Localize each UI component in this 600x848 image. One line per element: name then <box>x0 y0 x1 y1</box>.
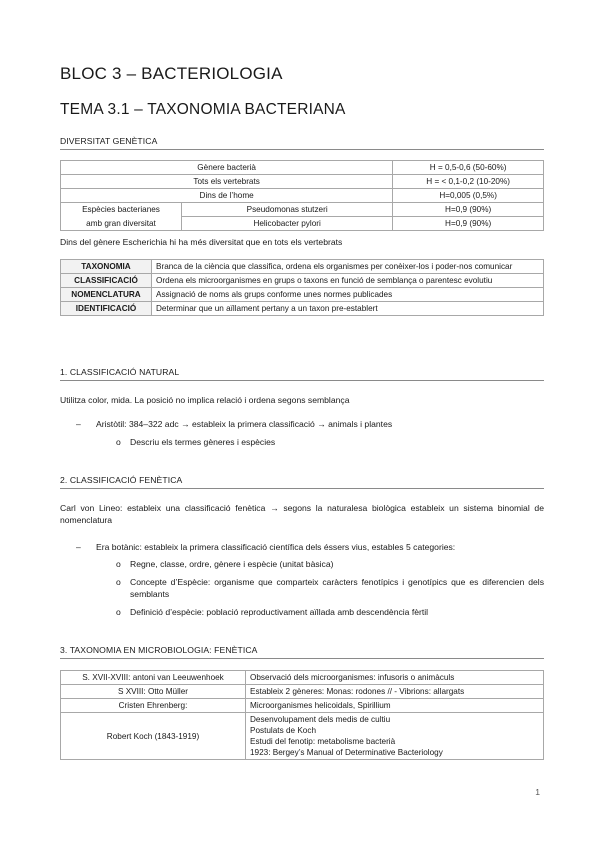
table-cell: Tots els vertebrats <box>61 175 393 189</box>
table-row <box>61 274 544 288</box>
fenetica-sub: Regne, classe, ordre, gènere i espècie (unitat bàsica) <box>130 559 334 569</box>
table-row <box>61 217 544 231</box>
section-heading-diversitat: DIVERSITAT GENÈTICA <box>60 136 544 150</box>
circle-bullet: o <box>116 437 121 447</box>
circle-bullet: o <box>116 559 121 569</box>
table-row <box>61 685 544 699</box>
definition-cell: Ordena els microorganismes en grups o taxons en funció de semblança o parentesc evolutiu <box>152 274 544 288</box>
fenetica-sub: Concepte d’Espècie: organisme que comparteix caràcters fenotípics i genotípics que es diferencien dels semblants <box>130 577 544 599</box>
circle-bullet: o <box>116 607 121 617</box>
diversity-note: Dins del gènere Escherichia hi ha més diversitat que en tots els vertebrats <box>60 237 343 247</box>
table-row <box>61 175 544 189</box>
section-heading-natural: 1. CLASSIFICACIÓ NATURAL <box>60 367 544 381</box>
fenetica-bullet: Era botànic: estableix la primera classificació científica dels éssers vius, estables 5 categories: <box>96 542 456 552</box>
table-cell: Cristen Ehrenberg: <box>61 699 246 713</box>
table-row <box>61 671 544 685</box>
diversity-table <box>60 160 544 231</box>
table-cell: Espècies bacterianes <box>61 203 182 217</box>
section-heading-microbiologia: 3. TAXONOMIA EN MICROBIOLOGIA: FENÈTICA <box>60 645 544 659</box>
table-cell: Helicobacter pylori <box>182 217 393 231</box>
table-cell <box>246 713 544 760</box>
table-cell: H = < 0,1-0,2 (10-20%) <box>393 175 544 189</box>
dash-bullet: – <box>76 419 81 429</box>
koch-line: 1923: Bergey’s Manual of Determinative Bacteriology <box>250 748 443 757</box>
koch-line: Estudi del fenotip: metabolisme bacterià <box>250 737 396 746</box>
definitions-table <box>60 259 544 316</box>
natural-intro: Utilitza color, mida. La posició no implica relació i ordena segons semblança <box>60 395 350 405</box>
term-cell: NOMENCLATURA <box>61 288 152 302</box>
term-cell: IDENTIFICACIÓ <box>61 302 152 316</box>
table-cell: Microorganismes helicoidals, Spirillium <box>246 699 544 713</box>
term-cell: CLASSIFICACIÓ <box>61 274 152 288</box>
table-row <box>61 260 544 274</box>
table-cell: Gènere bacterià <box>61 161 393 175</box>
page-number: 1 <box>535 787 540 797</box>
definition-cell: Assignació de noms als grups conforme unes normes publicades <box>152 288 544 302</box>
definition-cell: Determinar que un aïllament pertany a un taxon pre-establert <box>152 302 544 316</box>
table-cell: H=0,9 (90%) <box>393 203 544 217</box>
koch-line: Postulats de Koch <box>250 726 316 735</box>
table-cell: Estableix 2 gèneres: Monas: rodones // - Vibrions: allargats <box>246 685 544 699</box>
definition-cell: Branca de la ciència que classifica, ordena els organismes per conèixer-los i poder-nos comunicar <box>152 260 544 274</box>
table-cell: Observació dels microorganismes: infusoris o animàculs <box>246 671 544 685</box>
dash-bullet: – <box>76 542 81 552</box>
table-row <box>61 189 544 203</box>
fenetica-intro: Carl von Lineo: estableix una classificació fenètica → segons la naturalesa biològica estableix un sistema binomial de nomenclatura <box>60 503 544 525</box>
page-title: BLOC 3 – BACTERIOLOGIA <box>60 64 283 83</box>
table-row <box>61 302 544 316</box>
page-subtitle: TEMA 3.1 – TAXONOMIA BACTERIANA <box>60 101 346 118</box>
section-heading-fenetica: 2. CLASSIFICACIÓ FENÈTICA <box>60 475 544 489</box>
table-cell: H = 0,5-0,6 (50-60%) <box>393 161 544 175</box>
table-cell: H=0,9 (90%) <box>393 217 544 231</box>
table-row <box>61 161 544 175</box>
term-cell: TAXONOMIA <box>61 260 152 274</box>
table-row <box>61 203 544 217</box>
table-cell: S XVIII: Otto Müller <box>61 685 246 699</box>
table-cell: S. XVII-XVIII: antoni van Leeuwenhoek <box>61 671 246 685</box>
table-row <box>61 713 544 760</box>
fenetica-sub: Definició d’espècie: població reproductivament aïllada amb descendència fèrtil <box>130 607 429 617</box>
history-table <box>60 670 544 760</box>
koch-line: Desenvolupament dels medis de cultiu <box>250 715 391 724</box>
table-cell: Pseudomonas stutzeri <box>182 203 393 217</box>
table-row <box>61 288 544 302</box>
natural-sub: Descriu els termes gèneres i espècies <box>130 437 276 447</box>
table-cell: Robert Koch (1843-1919) <box>61 713 246 760</box>
table-row <box>61 699 544 713</box>
natural-bullet: Aristòtil: 384–322 adc → estableix la primera classificació → animals i plantes <box>96 419 393 429</box>
table-cell: amb gran diversitat <box>61 217 182 231</box>
circle-bullet: o <box>116 577 121 587</box>
table-cell: H=0,005 (0,5%) <box>393 189 544 203</box>
table-cell: Dins de l’home <box>61 189 393 203</box>
